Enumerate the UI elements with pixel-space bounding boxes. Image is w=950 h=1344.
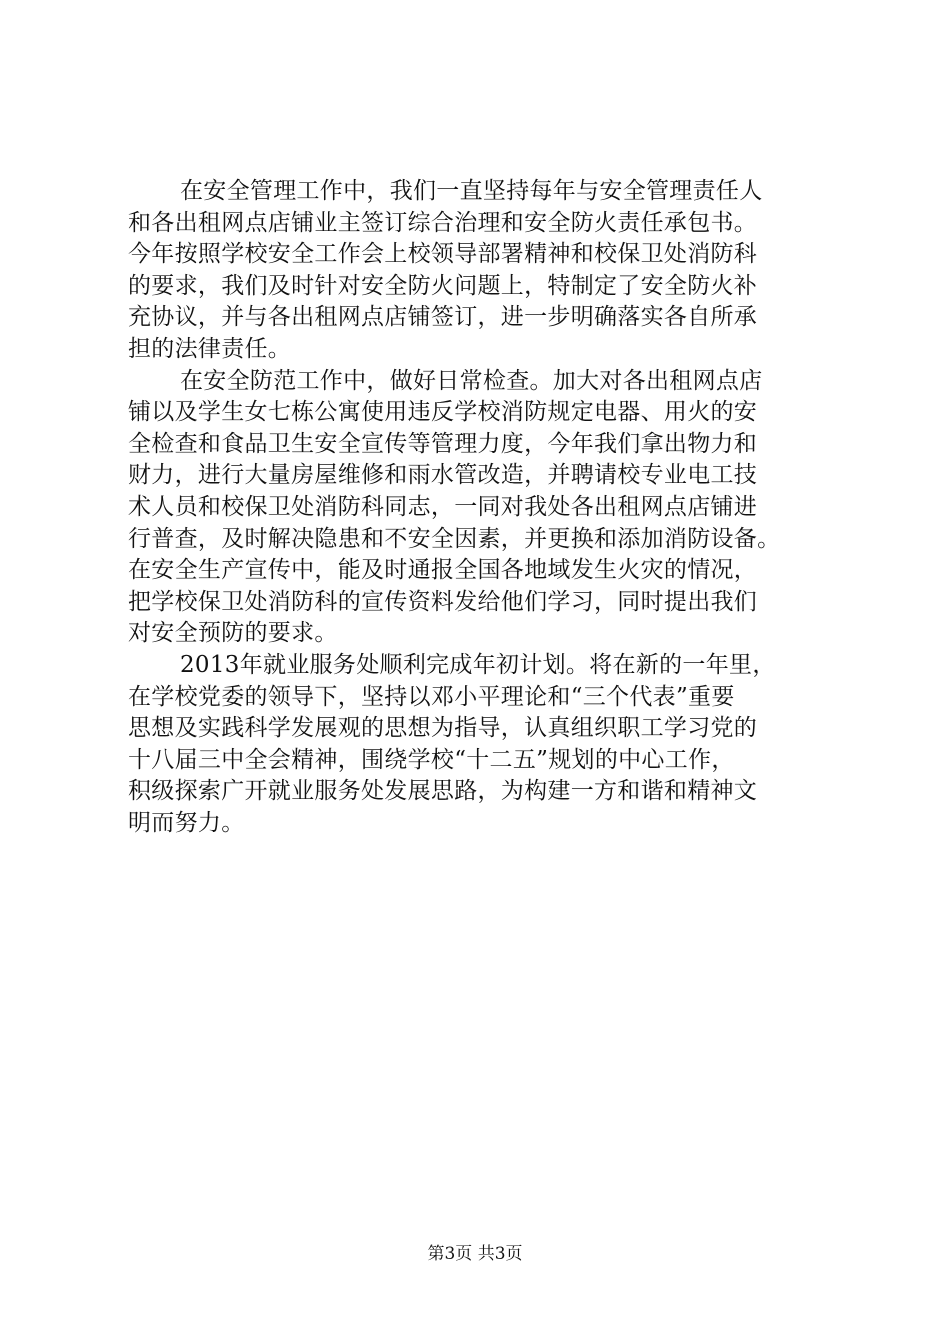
paragraph-line: 的要求，我们及时针对安全防火问题上，特制定了安全防火补 [128, 272, 758, 299]
paragraph-line: 和各出租网点店铺业主签订综合治理和安全防火责任承包书。 [128, 209, 758, 236]
paragraph-line: 十八届三中全会精神，围绕学校“十二五”规划的中心工作， [128, 746, 735, 773]
paragraph-line: 术人员和校保卫处消防科同志，一同对我处各出租网点店铺进 [128, 493, 758, 520]
paragraph-line: 在安全生产宣传中，能及时通报全国各地域发生火灾的情况， [128, 557, 758, 584]
paragraph-line: 积级探索广开就业服务处发展思路，为构建一方和谐和精神文 [128, 778, 758, 805]
paragraph-line: 把学校保卫处消防科的宣传资料发给他们学习，同时提出我们 [128, 588, 758, 615]
paragraph-line: 明而努力。 [128, 809, 245, 836]
paragraph-line: 在安全防范工作中，做好日常检查。加大对各出租网点店 [180, 367, 763, 394]
paragraph-line: 全检查和食品卫生安全宣传等管理力度，今年我们拿出物力和 [128, 430, 758, 457]
paragraph-line: 今年按照学校安全工作会上校领导部署精神和校保卫处消防科 [128, 241, 758, 268]
paragraph-line: 在学校党委的领导下，坚持以邓小平理论和“三个代表”重要 [128, 683, 735, 710]
paragraph-safety-management [128, 176, 828, 366]
paragraph-line: 担的法律责任。 [128, 335, 292, 362]
paragraph-safety-prevention [128, 366, 828, 650]
paragraph-line: 铺以及学生女七栋公寓使用违反学校消防规定电器、用火的安 [128, 399, 758, 426]
page-number: 第3页 共3页 [427, 1244, 523, 1264]
paragraph-line: 2013年就业服务处顺利完成年初计划。将在新的一年里， [180, 651, 776, 678]
paragraph-line: 行普查，及时解决隐患和不安全因素，并更换和添加消防设备。 [128, 525, 781, 552]
paragraph-line: 充协议，并与各出租网点店铺签订，进一步明确落实各自所承 [128, 304, 758, 331]
paragraph-line: 思想及实践科学发展观的思想为指导，认真组织职工学习党的 [128, 715, 758, 742]
page-footer [0, 1243, 950, 1265]
paragraph-annual-summary [128, 650, 828, 840]
document-body [128, 176, 828, 839]
paragraph-line: 对安全预防的要求。 [128, 620, 338, 647]
paragraph-line: 在安全管理工作中，我们一直坚持每年与安全管理责任人 [180, 178, 763, 204]
paragraph-line: 财力，进行大量房屋维修和雨水管改造，并聘请校专业电工技 [128, 462, 758, 489]
